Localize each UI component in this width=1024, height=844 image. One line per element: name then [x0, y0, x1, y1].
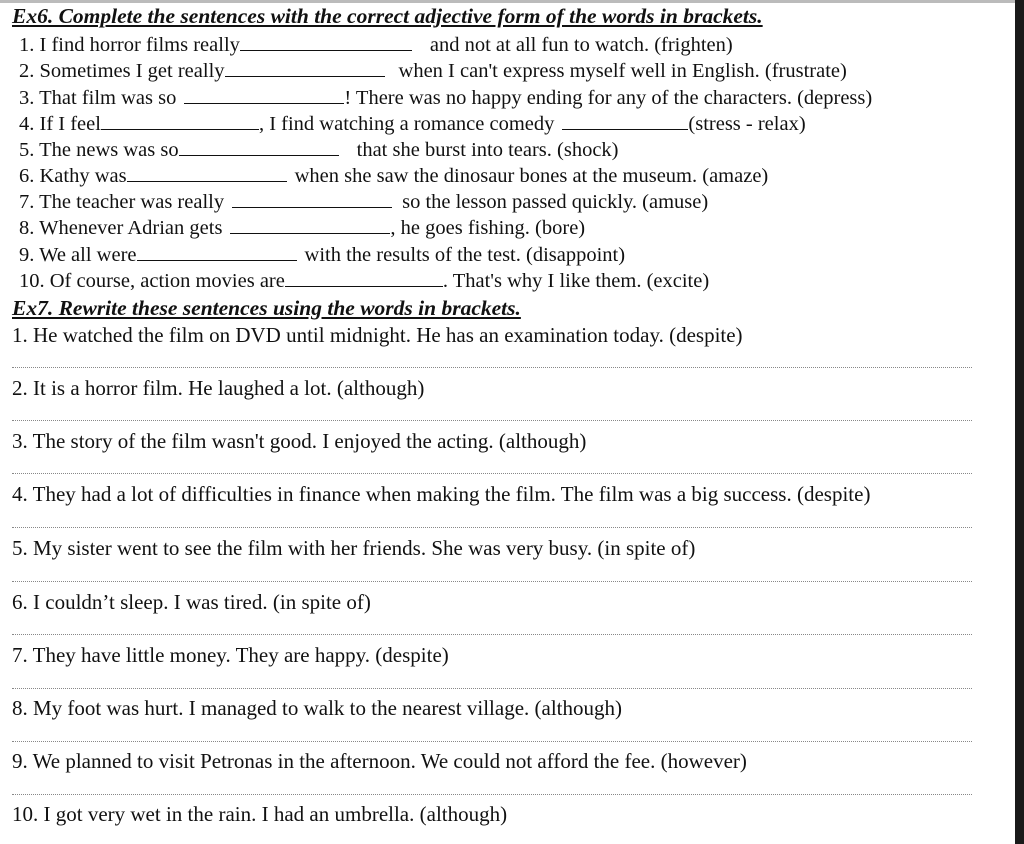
answer-blank[interactable] [137, 242, 297, 261]
ex7-item-1: 1. He watched the film on DVD until midnight. He has an examination today. (despite) [12, 323, 743, 347]
ex6-item-6-before: 6. Kathy was [19, 165, 127, 187]
answer-line[interactable] [12, 420, 972, 421]
ex6-item-6-after: when she saw the dinosaur bones at the museum. (amaze) [294, 165, 769, 187]
ex6-item-8 [19, 215, 585, 241]
answer-blank[interactable] [127, 163, 287, 182]
ex6-item-9 [19, 242, 625, 268]
ex6-item-4-before: 4. If I feel [19, 113, 101, 135]
ex6-item-2-before: 2. Sometimes I get really [19, 60, 225, 82]
ex6-item-5-after: that she burst into tears. (shock) [356, 139, 619, 161]
ex6-item-9-after: with the results of the test. (disappoint) [304, 244, 626, 266]
ex7-item-4: 4. They had a lot of difficulties in finance when making the film. The film was a big success. (despite) [12, 482, 871, 506]
ex6-item-3-before: 3. That film was so [19, 87, 177, 109]
answer-line[interactable] [12, 581, 972, 582]
answer-line[interactable] [12, 794, 972, 795]
answer-line[interactable] [12, 634, 972, 635]
ex6-item-1-after: and not at all fun to watch. (frighten) [429, 34, 733, 56]
ex6-item-5 [19, 137, 619, 163]
ex6-item-3-after: ! There was no happy ending for any of the characters. (depress) [344, 87, 873, 109]
right-edge-bar [1015, 0, 1024, 844]
ex6-item-2-after: when I can't express myself well in English. (frustrate) [398, 60, 847, 82]
answer-blank[interactable] [562, 111, 688, 130]
answer-line[interactable] [12, 527, 972, 528]
answer-blank[interactable] [230, 215, 390, 234]
ex7-item-5: 5. My sister went to see the film with her friends. She was very busy. (in spite of) [12, 536, 696, 560]
answer-blank[interactable] [225, 58, 385, 77]
answer-blank[interactable] [232, 189, 392, 208]
ex7-item-3: 3. The story of the film wasn't good. I enjoyed the acting. (although) [12, 429, 587, 453]
ex7-item-8: 8. My foot was hurt. I managed to walk to the nearest village. (although) [12, 696, 623, 720]
ex7-item-9: 9. We planned to visit Petronas in the afternoon. We could not afford the fee. (however) [12, 749, 747, 773]
ex7-item-2: 2. It is a horror film. He laughed a lot. (although) [12, 376, 425, 400]
answer-line[interactable] [12, 473, 972, 474]
ex7-item-10: 10. I got very wet in the rain. I had an umbrella. (although) [12, 802, 508, 826]
answer-blank[interactable] [240, 32, 412, 51]
ex6-item-7-after: so the lesson passed quickly. (amuse) [402, 191, 709, 213]
ex7-item-6: 6. I couldn’t sleep. I was tired. (in spite of) [12, 590, 371, 614]
answer-line[interactable] [12, 688, 972, 689]
ex6-item-6 [19, 163, 768, 189]
ex6-item-4-middle: , I find watching a romance comedy [258, 113, 555, 135]
ex7-item-7: 7. They have little money. They are happy. (despite) [12, 643, 449, 667]
ex6-item-7 [19, 189, 708, 215]
ex6-item-10 [19, 268, 709, 294]
answer-blank[interactable] [101, 111, 259, 130]
answer-blank[interactable] [179, 137, 339, 156]
ex6-item-1 [19, 32, 733, 58]
ex6-item-8-after: , he goes fishing. (bore) [390, 217, 586, 239]
answer-line[interactable] [12, 367, 972, 368]
ex6-item-7-before: 7. The teacher was really [19, 191, 225, 213]
ex6-item-4 [19, 111, 806, 137]
ex6-item-2 [19, 58, 847, 84]
ex6-item-10-before: 10. Of course, action movies are [19, 270, 285, 292]
answer-blank[interactable] [184, 85, 344, 104]
ex7-heading: Ex7. Rewrite these sentences using the words in brackets. [12, 296, 521, 320]
ex6-heading: Ex6. Complete the sentences with the correct adjective form of the words in brackets. [12, 4, 763, 28]
ex6-item-10-after: . That's why I like them. (excite) [442, 270, 710, 292]
ex6-item-5-before: 5. The news was so [19, 139, 179, 161]
ex6-item-9-before: 9. We all were [19, 244, 137, 266]
ex6-item-1-before: 1. I find horror films really [19, 34, 240, 56]
ex6-item-4-after: (stress - relax) [688, 113, 806, 135]
ex6-item-3 [19, 85, 872, 111]
ex6-item-8-before: 8. Whenever Adrian gets [19, 217, 223, 239]
answer-line[interactable] [12, 741, 972, 742]
answer-blank[interactable] [285, 268, 443, 287]
